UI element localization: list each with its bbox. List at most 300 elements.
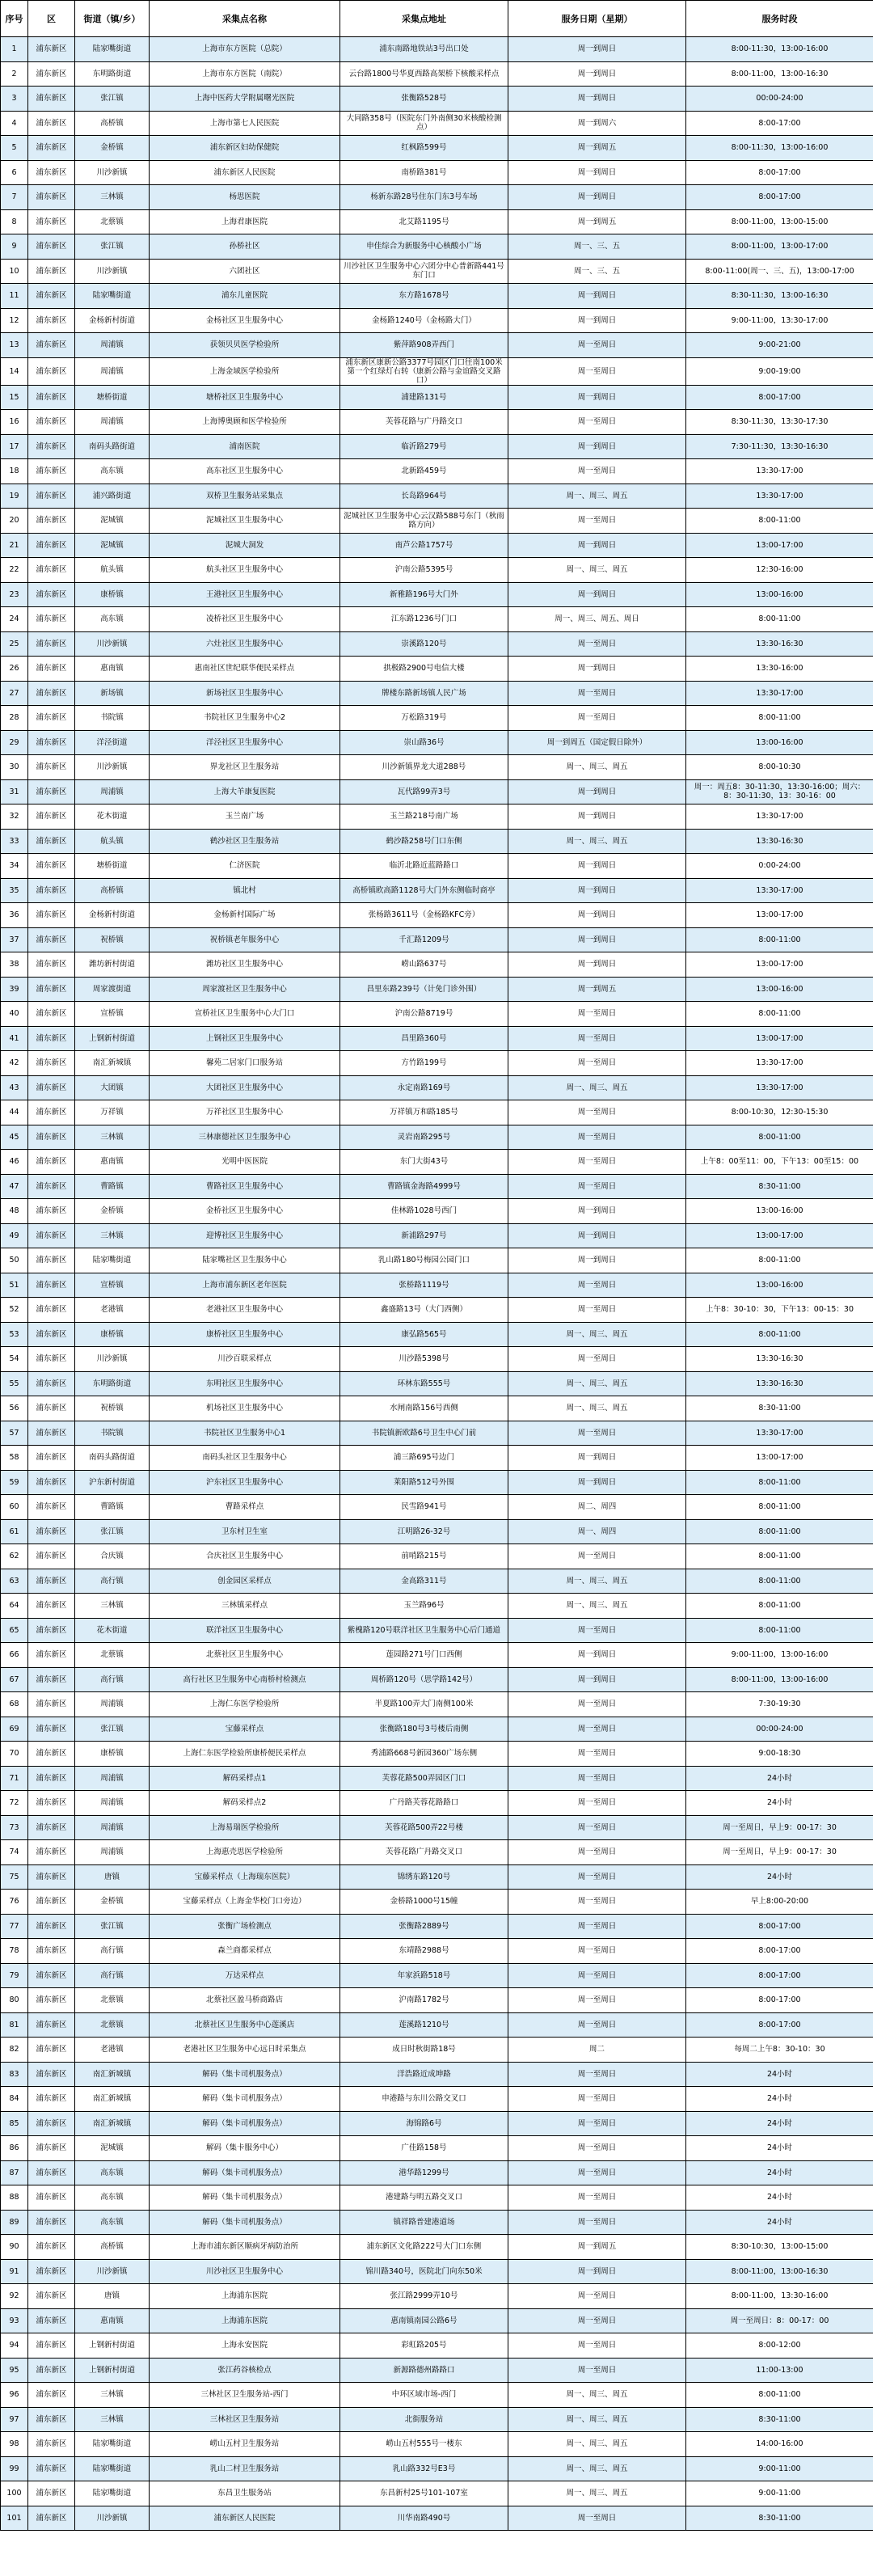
cell-street: 新场镇	[75, 681, 150, 706]
cell-index: 19	[1, 484, 28, 509]
cell-street: 川沙新镇	[75, 755, 150, 780]
cell-index: 60	[1, 1495, 28, 1520]
cell-address: 洋浩路近成坤路	[340, 2062, 508, 2087]
cell-index: 8	[1, 209, 28, 234]
cell-address: 环林东路555号	[340, 1371, 508, 1396]
cell-district: 浦东新区	[28, 2284, 75, 2309]
cell-service-days: 周一至周日	[508, 2136, 686, 2161]
cell-service-days: 周一至周日	[508, 1939, 686, 1964]
cell-district: 浦东新区	[28, 1174, 75, 1199]
cell-index: 99	[1, 2456, 28, 2481]
cell-index: 41	[1, 1026, 28, 1051]
cell-site-name: 玉兰南广场	[150, 804, 340, 830]
cell-district: 浦东新区	[28, 779, 75, 804]
cell-index: 77	[1, 1914, 28, 1939]
cell-district: 浦东新区	[28, 2160, 75, 2185]
cell-district: 浦东新区	[28, 2383, 75, 2408]
cell-index: 47	[1, 1174, 28, 1199]
cell-service-hours: 13:30-17:00	[686, 878, 873, 903]
table-row	[1, 160, 873, 185]
cell-service-hours: 8:30-11:00	[686, 2407, 873, 2432]
cell-site-name: 机场社区卫生服务中心	[150, 1396, 340, 1421]
table-row	[1, 1667, 873, 1692]
cell-site-name: 曹路采样点	[150, 1495, 340, 1520]
cell-address: 佳林路1028号西门	[340, 1199, 508, 1224]
cell-index: 74	[1, 1840, 28, 1865]
cell-service-hours: 8:00-11:00	[686, 1569, 873, 1594]
cell-address: 昌里路360号	[340, 1026, 508, 1051]
cell-street: 张江镇	[75, 1717, 150, 1742]
cell-street: 高东镇	[75, 2185, 150, 2211]
cell-service-hours: 8:30-11:30，13:30-17:30	[686, 410, 873, 435]
cell-index: 73	[1, 1815, 28, 1840]
cell-district: 浦东新区	[28, 558, 75, 583]
cell-address: 万祥镇万和路185号	[340, 1100, 508, 1125]
table-row	[1, 1618, 873, 1643]
cell-street: 高东镇	[75, 607, 150, 632]
cell-district: 浦东新区	[28, 1519, 75, 1544]
cell-address: 新雅路196号大门外	[340, 582, 508, 607]
cell-street: 陆家嘴街道	[75, 37, 150, 62]
cell-district: 浦东新区	[28, 61, 75, 87]
table-row	[1, 1125, 873, 1150]
cell-address: 周桥路120号（思学路142号）	[340, 1667, 508, 1692]
cell-district: 浦东新区	[28, 657, 75, 682]
cell-index: 92	[1, 2284, 28, 2309]
cell-index: 7	[1, 185, 28, 210]
table-row	[1, 185, 873, 210]
cell-district: 浦东新区	[28, 2038, 75, 2063]
cell-street: 书院镇	[75, 1421, 150, 1446]
cell-index: 52	[1, 1298, 28, 1323]
cell-street: 南汇新城镇	[75, 2111, 150, 2136]
cell-site-name: 解码（集卡司机服务点）	[150, 2087, 340, 2112]
cell-service-hours: 13:30-16:30	[686, 829, 873, 854]
cell-service-days: 周一到周日	[508, 533, 686, 558]
cell-address: 新浦路297号	[340, 1223, 508, 1248]
cell-address: 莲溪路1210号	[340, 2012, 508, 2038]
cell-street: 川沙新镇	[75, 1347, 150, 1372]
cell-district: 浦东新区	[28, 1742, 75, 1767]
table-row	[1, 1470, 873, 1495]
cell-service-days: 周一至周日	[508, 1100, 686, 1125]
cell-site-name: 北蔡社区卫生服务中心莲溪店	[150, 2012, 340, 2038]
cell-service-days: 周一至周日	[508, 2185, 686, 2211]
cell-address: 崇溪路120号	[340, 631, 508, 657]
cell-address: 半夏路100弄大门南侧100米	[340, 1692, 508, 1717]
cell-district: 浦东新区	[28, 308, 75, 333]
table-row	[1, 706, 873, 731]
cell-address: 川沙路5398号	[340, 1347, 508, 1372]
cell-address: 书院镇新欧路6号卫生中心门前	[340, 1421, 508, 1446]
table-row	[1, 509, 873, 534]
cell-service-days: 周一至周日	[508, 1692, 686, 1717]
table-row	[1, 804, 873, 830]
cell-street: 周浦镇	[75, 1815, 150, 1840]
table-row	[1, 308, 873, 333]
cell-address: 乳山路332号E3号	[340, 2456, 508, 2481]
cell-service-days: 周一至周日	[508, 2111, 686, 2136]
cell-index: 70	[1, 1742, 28, 1767]
cell-service-hours: 8:00-17:00	[686, 1914, 873, 1939]
cell-service-days: 周一到周日	[508, 1643, 686, 1668]
cell-site-name: 浦东儿童医院	[150, 284, 340, 309]
cell-index: 20	[1, 509, 28, 534]
cell-address: 南桥路381号	[340, 160, 508, 185]
cell-service-hours: 24小时	[686, 1766, 873, 1791]
cell-address: 成日时秋街路18号	[340, 2038, 508, 2063]
cell-service-days: 周一至周日	[508, 2012, 686, 2038]
cell-service-days: 周一到周六	[508, 111, 686, 136]
cell-site-name: 金桥社区卫生服务中心	[150, 1199, 340, 1224]
cell-district: 浦东新区	[28, 1766, 75, 1791]
cell-service-days: 周一至周日	[508, 1890, 686, 1915]
cell-site-name: 张江药谷核检点	[150, 2358, 340, 2383]
cell-service-hours: 8:00-11:00，13:30-16:00	[686, 2284, 873, 2309]
cell-service-days: 周一至周日	[508, 2210, 686, 2235]
cell-service-hours: 13:00-16:00	[686, 582, 873, 607]
cell-district: 浦东新区	[28, 1223, 75, 1248]
cell-district: 浦东新区	[28, 1248, 75, 1273]
cell-address: 万松路319号	[340, 706, 508, 731]
cell-street: 浦兴路街道	[75, 484, 150, 509]
cell-district: 浦东新区	[28, 1495, 75, 1520]
table-row	[1, 657, 873, 682]
cell-street: 泥城镇	[75, 533, 150, 558]
cell-index: 59	[1, 1470, 28, 1495]
cell-street: 康桥镇	[75, 582, 150, 607]
cell-index: 84	[1, 2087, 28, 2112]
table-row	[1, 259, 873, 284]
cell-street: 塘桥街道	[75, 854, 150, 879]
cell-site-name: 上海市东方医院（南院）	[150, 61, 340, 87]
cell-service-days: 周二	[508, 2038, 686, 2063]
cell-street: 惠南镇	[75, 657, 150, 682]
table-row	[1, 681, 873, 706]
table-row	[1, 2432, 873, 2457]
cell-street: 南汇新城镇	[75, 2062, 150, 2087]
cell-service-hours: 24小时	[686, 2185, 873, 2211]
cell-index: 61	[1, 1519, 28, 1544]
cell-service-hours: 13:30-16:30	[686, 1371, 873, 1396]
cell-district: 浦东新区	[28, 854, 75, 879]
cell-index: 35	[1, 878, 28, 903]
cell-service-days: 周一、周三、周五	[508, 1396, 686, 1421]
cell-street: 三林镇	[75, 1125, 150, 1150]
cell-index: 16	[1, 410, 28, 435]
cell-street: 高东镇	[75, 459, 150, 484]
cell-service-hours: 8:30-11:30，13:00-16:30	[686, 284, 873, 309]
table-row	[1, 2383, 873, 2408]
cell-service-hours: 13:00-16:00	[686, 1273, 873, 1298]
cell-address: 东方路1678号	[340, 284, 508, 309]
cell-address: 张衡路528号	[340, 87, 508, 112]
table-row	[1, 1223, 873, 1248]
cell-site-name: 光明中医医院	[150, 1150, 340, 1175]
header-service-days: 服务日期（星期）	[508, 1, 686, 37]
table-row	[1, 1766, 873, 1791]
cell-index: 101	[1, 2506, 28, 2531]
cell-street: 三林镇	[75, 2407, 150, 2432]
cell-index: 5	[1, 136, 28, 161]
cell-service-days: 周一至周日	[508, 1914, 686, 1939]
cell-site-name: 宝藤采样点	[150, 1717, 340, 1742]
cell-street: 东明路街道	[75, 61, 150, 87]
cell-street: 金杨新村街道	[75, 903, 150, 928]
cell-district: 浦东新区	[28, 903, 75, 928]
cell-service-days: 周一到周日	[508, 854, 686, 879]
cell-site-name: 上海惠壳思医学检验所	[150, 1840, 340, 1865]
cell-address: 张江路2999弄10号	[340, 2284, 508, 2309]
cell-service-hours: 24小时	[686, 1864, 873, 1890]
cell-address: 北街服务站	[340, 2407, 508, 2432]
table-row	[1, 2235, 873, 2260]
header-street: 街道（镇/乡）	[75, 1, 150, 37]
cell-service-days: 周一到周日	[508, 804, 686, 830]
cell-address: 秀浦路668号新园360广场东侧	[340, 1742, 508, 1767]
cell-service-days: 周一至周日	[508, 2308, 686, 2333]
cell-street: 高东镇	[75, 2160, 150, 2185]
cell-index: 63	[1, 1569, 28, 1594]
cell-service-hours: 13:00-17:00	[686, 903, 873, 928]
table-row	[1, 1864, 873, 1890]
cell-street: 高东镇	[75, 2210, 150, 2235]
cell-service-hours: 13:30-17:00	[686, 484, 873, 509]
table-row	[1, 136, 873, 161]
cell-address: 芙蓉花路广丹路交叉口	[340, 1840, 508, 1865]
cell-district: 浦东新区	[28, 1544, 75, 1569]
cell-service-hours: 8:00-11:30，13:00-16:00	[686, 37, 873, 62]
cell-street: 大团镇	[75, 1075, 150, 1100]
cell-address: 东门大街43号	[340, 1150, 508, 1175]
cell-street: 金桥镇	[75, 1199, 150, 1224]
cell-district: 浦东新区	[28, 1051, 75, 1076]
cell-street: 沪东新村街道	[75, 1470, 150, 1495]
cell-district: 浦东新区	[28, 829, 75, 854]
cell-service-days: 周一到周日	[508, 185, 686, 210]
cell-service-hours: 8:00-11:00	[686, 1495, 873, 1520]
cell-service-hours: 8:30-11:00	[686, 1174, 873, 1199]
cell-street: 上钢新村街道	[75, 1026, 150, 1051]
cell-index: 76	[1, 1890, 28, 1915]
cell-service-days: 周一至周日	[508, 509, 686, 534]
cell-street: 南码头路街道	[75, 1446, 150, 1471]
cell-street: 北蔡镇	[75, 1643, 150, 1668]
cell-service-days: 周二、周四	[508, 1495, 686, 1520]
table-row	[1, 1963, 873, 1988]
header-row	[1, 1, 873, 37]
cell-district: 浦东新区	[28, 1667, 75, 1692]
cell-service-hours: 9:00-11:00	[686, 2481, 873, 2506]
cell-address: 大同路358号（医院东门外南侧30米核酸检测点）	[340, 111, 508, 136]
cell-service-days: 周一至周日	[508, 357, 686, 385]
cell-service-days: 周一到周日	[508, 284, 686, 309]
table-row	[1, 2210, 873, 2235]
cell-street: 周浦镇	[75, 357, 150, 385]
cell-service-hours: 8:00-11:30，13:00-16:00	[686, 136, 873, 161]
cell-service-hours: 8:00-11:00	[686, 1618, 873, 1643]
cell-street: 泥城镇	[75, 509, 150, 534]
cell-site-name: 上海大羊康复医院	[150, 779, 340, 804]
table-row	[1, 2333, 873, 2359]
cell-street: 花木街道	[75, 804, 150, 830]
table-row	[1, 903, 873, 928]
cell-district: 浦东新区	[28, 1988, 75, 2013]
table-row	[1, 2284, 873, 2309]
cell-index: 58	[1, 1446, 28, 1471]
cell-index: 93	[1, 2308, 28, 2333]
cell-site-name: 塘桥社区卫生服务中心	[150, 385, 340, 410]
cell-service-hours: 8:00-11:00	[686, 927, 873, 952]
cell-street: 张江镇	[75, 87, 150, 112]
table-row	[1, 333, 873, 358]
cell-site-name: 浦东新区人民医院	[150, 160, 340, 185]
cell-service-hours: 8:00-17:00	[686, 185, 873, 210]
cell-site-name: 潍坊社区卫生服务中心	[150, 952, 340, 978]
cell-site-name: 镇北村	[150, 878, 340, 903]
cell-index: 17	[1, 434, 28, 459]
cell-service-hours: 周一至周日：8：00-17：00	[686, 2308, 873, 2333]
cell-index: 11	[1, 284, 28, 309]
cell-service-days: 周一至周日	[508, 1273, 686, 1298]
cell-service-hours: 13:30-17:00	[686, 1421, 873, 1446]
cell-index: 49	[1, 1223, 28, 1248]
cell-site-name: 迎博社区卫生服务中心	[150, 1223, 340, 1248]
cell-street: 陆家嘴街道	[75, 1248, 150, 1273]
cell-district: 浦东新区	[28, 2481, 75, 2506]
cell-address: 高桥镇欧高路1128号大门外东侧临时商亭	[340, 878, 508, 903]
cell-service-hours: 8:00-11:00，13:00-16:30	[686, 2259, 873, 2284]
cell-address: 浦东南路地铁站3号出口处	[340, 37, 508, 62]
cell-street: 川沙新镇	[75, 2259, 150, 2284]
cell-index: 37	[1, 927, 28, 952]
cell-district: 浦东新区	[28, 582, 75, 607]
cell-site-name: 卫东村卫生室	[150, 1519, 340, 1544]
table-row	[1, 284, 873, 309]
cell-service-days: 周一到周日	[508, 1667, 686, 1692]
cell-address: 江明路26-32号	[340, 1519, 508, 1544]
cell-site-name: 老港社区卫生服务中心	[150, 1298, 340, 1323]
cell-site-name: 宝藤采样点（上海瑞东医院）	[150, 1864, 340, 1890]
cell-district: 浦东新区	[28, 2185, 75, 2211]
table-row	[1, 2259, 873, 2284]
cell-site-name: 双桥卫生服务站采集点	[150, 484, 340, 509]
cell-district: 浦东新区	[28, 1864, 75, 1890]
cell-address: 北新路459号	[340, 459, 508, 484]
cell-district: 浦东新区	[28, 434, 75, 459]
cell-service-days: 周一、三、五	[508, 259, 686, 284]
cell-district: 浦东新区	[28, 681, 75, 706]
cell-service-days: 周一至周日	[508, 2087, 686, 2112]
cell-site-name: 凌桥社区卫生服务中心	[150, 607, 340, 632]
cell-service-hours: 24小时	[686, 2160, 873, 2185]
cell-site-name: 泥城大洞发	[150, 533, 340, 558]
table-row	[1, 779, 873, 804]
cell-address: 新源路德州路路口	[340, 2358, 508, 2383]
cell-service-days: 周一至周日	[508, 1815, 686, 1840]
cell-index: 98	[1, 2432, 28, 2457]
cell-street: 三林镇	[75, 2383, 150, 2408]
cell-service-days: 周一至周日	[508, 631, 686, 657]
cell-site-name: 孙桥社区	[150, 234, 340, 260]
cell-district: 浦东新区	[28, 1963, 75, 1988]
table-row	[1, 1890, 873, 1915]
cell-district: 浦东新区	[28, 209, 75, 234]
cell-district: 浦东新区	[28, 2432, 75, 2457]
cell-index: 79	[1, 1963, 28, 1988]
cell-district: 浦东新区	[28, 1914, 75, 1939]
table-row	[1, 1322, 873, 1347]
cell-district: 浦东新区	[28, 2259, 75, 2284]
cell-address: 芙蓉花路500弄园区门口	[340, 1766, 508, 1791]
cell-site-name: 解码（集卡司机服务点）	[150, 2185, 340, 2211]
cell-service-days: 周一到周日	[508, 434, 686, 459]
cell-street: 高行镇	[75, 1569, 150, 1594]
cell-service-days: 周一至周日	[508, 333, 686, 358]
cell-address: 灵岩南路295号	[340, 1125, 508, 1150]
cell-index: 68	[1, 1692, 28, 1717]
cell-service-hours: 8:00-11:00	[686, 1594, 873, 1619]
cell-service-hours: 8:00-17:00	[686, 1963, 873, 1988]
cell-index: 40	[1, 1002, 28, 1027]
table-row	[1, 434, 873, 459]
cell-service-days: 周一至周日	[508, 1298, 686, 1323]
cell-district: 浦东新区	[28, 234, 75, 260]
cell-address: 锦川路340号，医院北门向东50米	[340, 2259, 508, 2284]
cell-address: 乳山路180号梅园公园门口	[340, 1248, 508, 1273]
cell-service-hours: 8:30-11:00	[686, 2506, 873, 2531]
cell-site-name: 崂山五村卫生服务站	[150, 2432, 340, 2457]
cell-index: 96	[1, 2383, 28, 2408]
cell-index: 12	[1, 308, 28, 333]
cell-service-hours: 8:00-12:00	[686, 2333, 873, 2359]
cell-service-hours: 9:00-11:00，13:30-17:00	[686, 308, 873, 333]
cell-service-hours: 8:30-11:00	[686, 1396, 873, 1421]
cell-site-name: 上海博奥顾和医学检验所	[150, 410, 340, 435]
cell-service-days: 周一至周日	[508, 1125, 686, 1150]
cell-address: 莲园路271号门口西侧	[340, 1643, 508, 1668]
table-row	[1, 2111, 873, 2136]
table-row	[1, 111, 873, 136]
table-row	[1, 755, 873, 780]
cell-service-hours: 8:00-11:00	[686, 1470, 873, 1495]
cell-service-days: 周一至周日	[508, 1618, 686, 1643]
cell-index: 3	[1, 87, 28, 112]
cell-service-hours: 0:00-24:00	[686, 854, 873, 879]
cell-district: 浦东新区	[28, 2308, 75, 2333]
table-row	[1, 1174, 873, 1199]
cell-index: 62	[1, 1544, 28, 1569]
table-row	[1, 1248, 873, 1273]
cell-address: 沪南路1782号	[340, 1988, 508, 2013]
cell-service-hours: 8:00-11:00，13:00-15:00	[686, 209, 873, 234]
cell-street: 宣桥镇	[75, 1273, 150, 1298]
cell-service-hours: 13:30-16:30	[686, 631, 873, 657]
cell-site-name: 上海金域医学检验所	[150, 357, 340, 385]
cell-district: 浦东新区	[28, 87, 75, 112]
cell-district: 浦东新区	[28, 1298, 75, 1323]
cell-district: 浦东新区	[28, 1594, 75, 1619]
table-row	[1, 1840, 873, 1865]
cell-index: 80	[1, 1988, 28, 2013]
cell-service-days: 周一、周三、周五	[508, 2407, 686, 2432]
cell-district: 浦东新区	[28, 1890, 75, 1915]
cell-site-name: 上海中医药大学附属曙光医院	[150, 87, 340, 112]
cell-site-name: 川沙百联采样点	[150, 1347, 340, 1372]
cell-district: 浦东新区	[28, 2111, 75, 2136]
cell-district: 浦东新区	[28, 2136, 75, 2161]
cell-district: 浦东新区	[28, 1125, 75, 1150]
